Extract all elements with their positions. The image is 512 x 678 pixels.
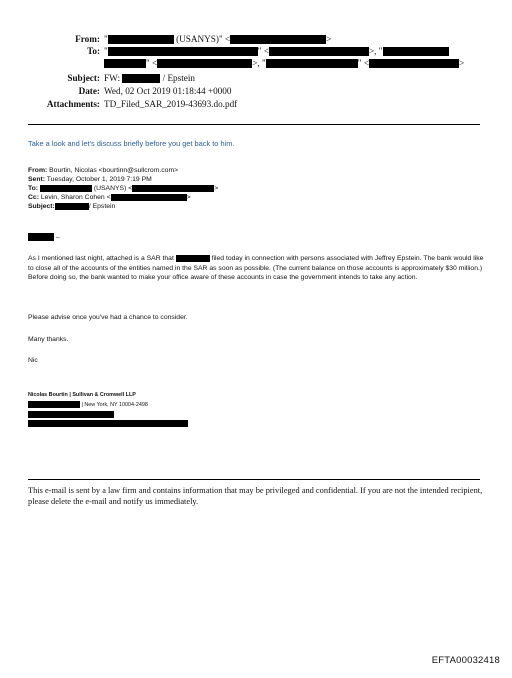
- signature-address: | New York, NY 10004-2498: [28, 401, 148, 408]
- fwd-from: From: Bourtin, Nicolas <bourtinn@sullcrom.com>: [28, 167, 179, 174]
- fwd-to: To: (USANYS) < >: [28, 185, 219, 192]
- fwd-subject: Subject: / Epstein: [28, 203, 116, 210]
- redaction: [122, 74, 160, 83]
- from-label: From:: [75, 34, 100, 44]
- disclaimer-divider: [28, 479, 480, 480]
- date-value: Wed, 02 Oct 2019 01:18:44 +0000: [104, 86, 232, 96]
- redaction: [40, 185, 92, 192]
- redaction: [369, 59, 459, 68]
- redaction: [269, 47, 369, 56]
- redaction: [108, 47, 258, 56]
- redaction: [132, 185, 214, 192]
- header-divider: [28, 124, 480, 125]
- to-value-line2: " < >, " " < >: [104, 58, 464, 68]
- subject-value: FW: / Epstein: [104, 73, 196, 83]
- fwd-sent: Sent: Tuesday, October 1, 2019 7:19 PM: [28, 176, 152, 183]
- to-value-line1: " " < >, ": [104, 46, 449, 56]
- fwd-cc: Cc: Levin, Sharon Cohen < >: [28, 194, 191, 201]
- attachments-label: Attachments:: [46, 99, 100, 109]
- redaction: [104, 59, 146, 68]
- body-paragraph-1: As I mentioned last night, attached is a SAR that filed today in connection with persons associated with Jeffrey Epstein. The bank would like to close all of the accounts of the entities named in the SAR as soon as possible. (The current balance on those accounts is approximately $30 million.) Before doing so, the bank wanted to make your office aware of these accounts in case the government intends to take any action.: [28, 255, 484, 282]
- cover-note: Take a look and let's discuss briefly before you get back to him.: [28, 139, 235, 148]
- redaction: [28, 233, 54, 241]
- redaction: [28, 401, 80, 408]
- redaction: [157, 59, 252, 68]
- redaction: [28, 420, 188, 427]
- greeting: –: [28, 233, 488, 243]
- from-value: " (USANYS)" < >: [104, 34, 332, 44]
- sign-off: Nic: [28, 357, 38, 364]
- to-label: To:: [87, 46, 100, 56]
- subject-label: Subject:: [67, 73, 100, 83]
- redaction: [383, 47, 449, 56]
- redaction: [108, 35, 174, 44]
- redaction: [55, 203, 89, 210]
- legal-disclaimer: This e-mail is sent by a law firm and contains information that may be privileged and confidential. If you are not the intended recipient, please delete the e-mail and notify us immediately.: [28, 486, 483, 506]
- redaction: [176, 255, 210, 262]
- redaction: [266, 59, 358, 68]
- signature-name: Nicolas Bourtin | Sullivan & Cromwell LLP: [28, 392, 136, 398]
- redaction: [111, 194, 187, 201]
- signature-line-4: [28, 420, 188, 427]
- body-paragraph-2: Please advise once you've had a chance to consider.: [28, 314, 188, 321]
- redaction: [230, 35, 326, 44]
- bates-number: EFTA00032418: [431, 655, 500, 666]
- attachment-file[interactable]: TD_Filed_SAR_2019-43693.do.pdf: [104, 99, 238, 109]
- body-paragraph-3: Many thanks.: [28, 336, 69, 343]
- signature-line-3: [28, 411, 114, 418]
- date-label: Date:: [78, 86, 100, 96]
- redaction: [28, 411, 114, 418]
